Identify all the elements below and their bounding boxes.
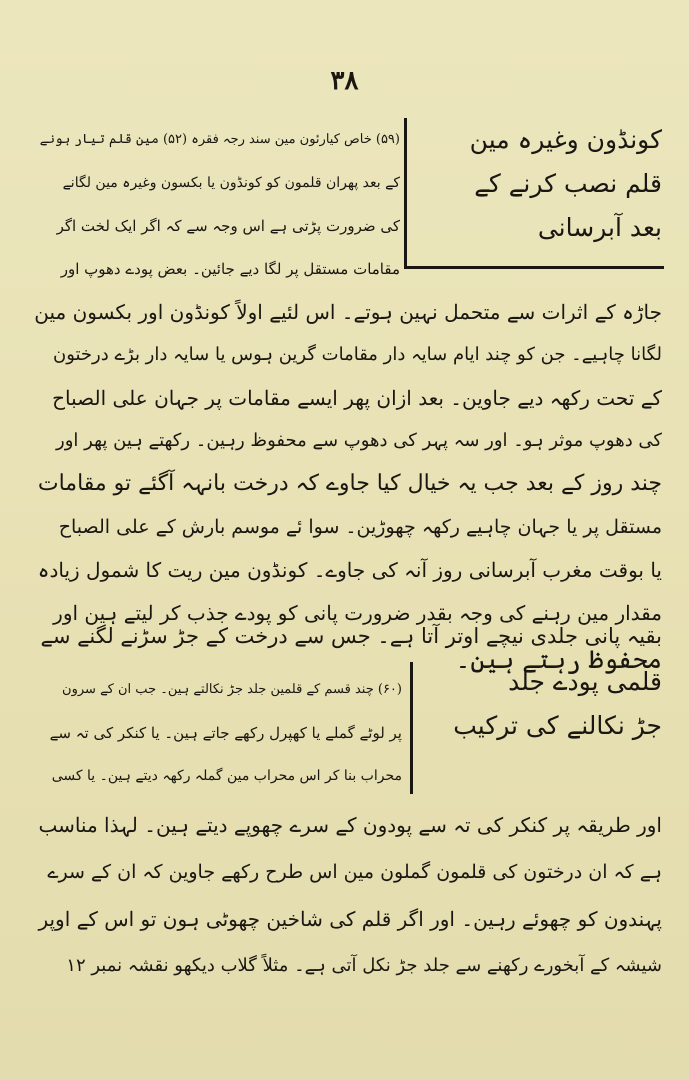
paragraph-line: (۶۰) چند قسم کے قلمین جلد جڑ نکالتے ہین۔ جب ان کے سرون [62,682,402,697]
paragraph-line: مقامات مستقل پر لگا دیے جائین۔ بعض پودے دھوپ اور [60,260,400,278]
margin-bracket-1-base [404,266,664,269]
margin-bracket-1 [404,118,407,268]
margin-heading-1-line: بعد آبرسانی [537,213,662,242]
paragraph-line: چند روز کے بعد جب یہ خیال کیا جاوے کہ درخت بانہہ آگئے تو مقامات [37,471,662,496]
paragraph-line: لگانا چاہیے۔ جن کو چند ایام سایہ دار مقامات گرین ہوس یا سایہ دار بڑے درختون [52,344,662,365]
paragraph-line: بقیہ پانی جلدی نیچے اوتر آتا ہے۔ جس سے درخت کے جڑ سڑنے لگنے سے [40,624,662,648]
paragraph-line: یا بوقت مغرب آبرسانی روز آنہ کی جاوے۔ کونڈون مین ریت کا شمول زیادہ [37,558,662,582]
margin-heading-2-line: جڑ نکالنے کی ترکیب [453,711,662,740]
paragraph-line: جاڑہ کے اثرات سے متحمل نہین ہوتے۔ اس لئیے اولاً کونڈون اور بکسون مین [34,300,662,324]
paragraph-line: مستقل پر یا جہان چاہیے رکھہ چھوڑین۔ سوا ئے موسم بارش کے علی الصباح [58,516,662,538]
paragraph-line: پہندون کو چھوئے رہین۔ اور اگر قلم کی شاخین چھوٹی ہون تو اس کے اوپر [38,907,662,931]
paragraph-line: شیشہ کے آبخورے رکھنے سے جلد جڑ نکل آتی ہے۔ مثلاً گلاب دیکھو نقشہ نمبر ۱۲ [66,955,662,976]
paragraph-line: اور طریقہ پر کنکر کی تہ سے پودون کے سرے چھوپے دیتے ہین۔ لہذا مناسب [38,813,662,837]
paragraph-line: ہے کہ ان درختون کی قلمون گملون مین اس طرح رکھے جاوین کہ ان کے سرے [47,861,662,883]
paragraph-line: پر لوٹے گملے یا کھپرل رکھے جاتے ہین۔ یا کنکر کی تہ سے [49,724,402,742]
paragraph-line: کی ضرورت پڑتی ہے اس وجہ سے کہ اگر ایک لخت اگر [56,217,400,235]
paragraph-line: کے تحت رکھہ دیے جاوین۔ بعد ازان پھر ایسے مقامات پر جہان علی الصباح [52,386,662,410]
paragraph-line: محفوظ رہتے ہین۔ [455,645,662,674]
margin-heading-1 [412,118,662,250]
paragraph-line: محراب بنا کر اس محراب مین گملہ رکھہ دیتے ہین۔ یا کسی [51,768,402,784]
paragraph-line: کی دھوپ موثر ہو۔ اور سہ پہر کی دھوپ سے محفوظ رہین۔ رکھتے ہین پھر اور [56,430,662,451]
paragraph-line: (۵۹) خاص کیارئون مین سند رجہ فقرہ (۵۲) مین قلم تیار ہونے [40,132,400,147]
margin-heading-2 [418,660,662,748]
page-number: ۳۸ [330,66,359,96]
paragraph-line: مقدار مین رہنے کی وجہ بقدر ضرورت پانی کو پودے جذب کر لیتے ہین اور [53,601,662,625]
margin-heading-1-line: کونڈون وغیرہ مین [469,125,662,154]
paragraph-line: کے بعد پھران قلمون کو کونڈون یا بکسون وغیرہ مین لگانے [62,175,400,191]
margin-heading-1-line: قلم نصب کرنے کے [474,169,662,198]
margin-heading-2-line: قلمی پودے جلد [508,667,662,696]
margin-bracket-2 [410,662,413,794]
